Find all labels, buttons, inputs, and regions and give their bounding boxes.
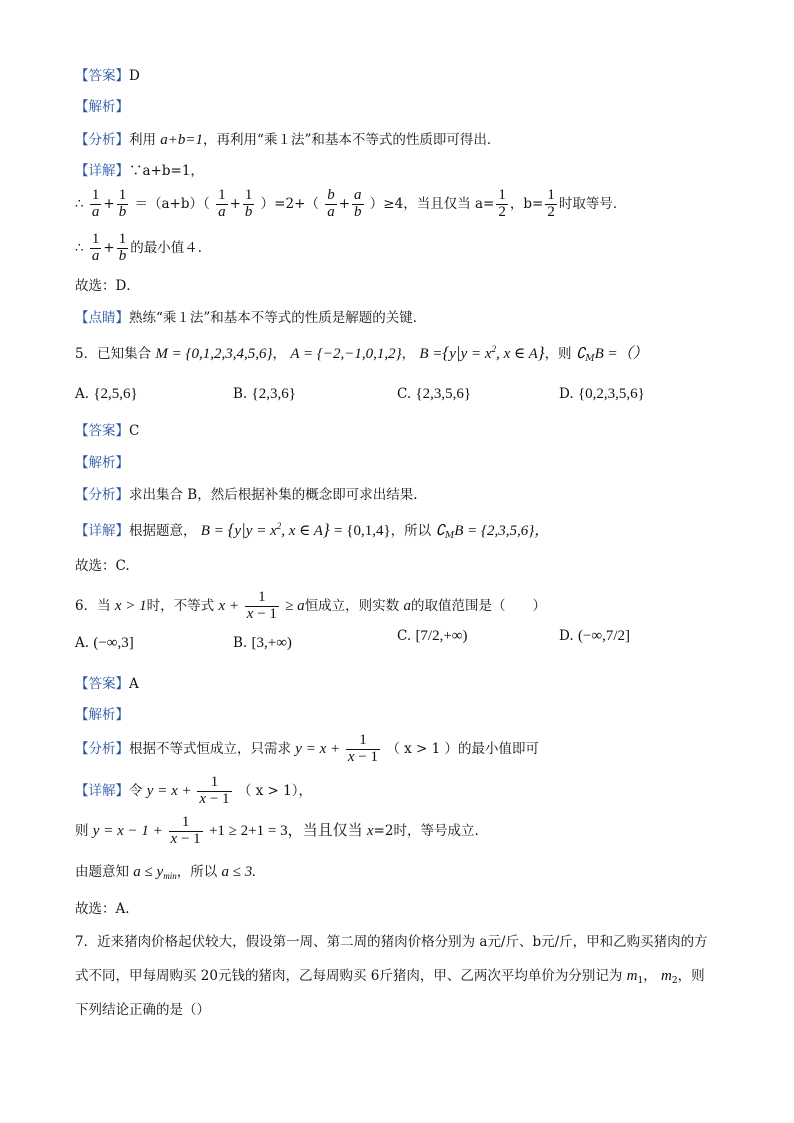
fraction-1-over-x-minus-1-d: $\frac{1}{x - 1}$ xyxy=(170,814,201,847)
q5-option-d xyxy=(559,386,645,403)
fraction-1-over-b: $\frac{1}{b}$ xyxy=(118,187,127,220)
q5-stem-tail: B =（） xyxy=(594,346,648,362)
set-B-def: {$y|y = x^2$, x ∈ A} xyxy=(442,343,545,362)
eq-tail: 时取等号． xyxy=(558,195,627,212)
option-value: (−∞,3] xyxy=(93,635,134,651)
answer-tag: 【答案】 xyxy=(75,423,129,439)
eq-mid: ＝（a+b）（ xyxy=(134,195,210,212)
q5-option-a xyxy=(75,386,138,403)
option-label: C. xyxy=(397,386,412,402)
detail-so: ，所以 xyxy=(390,523,432,539)
q6-option-b xyxy=(233,635,292,652)
q7-sep: ， xyxy=(643,968,657,984)
fenxi-condition: a+b=1 xyxy=(160,132,204,148)
complement-symbol: ∁ xyxy=(575,346,586,362)
option-value: (−∞,7/2] xyxy=(577,628,630,644)
option-value: {2,5,6} xyxy=(93,386,138,402)
fenxi-text-b: （ x > 1 ）的最小值即可 xyxy=(386,740,540,757)
option-value: {2,3,6} xyxy=(251,386,296,402)
eq-mid2: ）=2+（ xyxy=(260,195,319,212)
q6-stem-f: 的取值范围是（ ） xyxy=(410,597,546,614)
option-label: D. xyxy=(559,386,574,402)
q6-stem-d: 恒成立，则实数 xyxy=(304,597,400,614)
q5-stem-end: ，则 xyxy=(544,346,572,362)
fenxi-expr: y = x + xyxy=(295,740,344,757)
q5-option-c xyxy=(397,386,471,403)
option-label: B. xyxy=(233,635,248,651)
min-text: 的最小值４． xyxy=(130,239,212,256)
fenxi-text: 利用 xyxy=(129,132,156,148)
q7-text-3: 下列结论正确的是（） xyxy=(75,1002,210,1018)
q4-fenxi-line xyxy=(75,131,500,149)
q5-stem-line: 5．已知集合 M = {0,1,2,3,4,5,6}， A = {−2,−1,0,1,2}， $B =\{y|y = x^2$, x ∈ A}，则 $∁_MB$ =（） xyxy=(75,343,648,364)
q5-option-b xyxy=(233,386,296,403)
fenxi-text-b: ，再利用“乘１法”和基本不等式的性质即可得出． xyxy=(203,132,501,148)
fraction-b-over-a: $\frac{b}{a}$ xyxy=(327,187,335,220)
fraction-1-over-b-2: $\frac{1}{b}$ xyxy=(244,187,253,220)
fraction-1-over-a: $\frac{1}{a}$ xyxy=(91,187,100,220)
complement-symbol-2: ∁ xyxy=(435,523,445,539)
q5-fenxi-line xyxy=(75,487,418,503)
q5-answer-line xyxy=(75,423,139,439)
q4-equation-line: ∴ $\frac{1}{a}$ + $\frac{1}{b}$ ＝（a+b）（ $\frac{1}{a}$ + $\frac{1}{b}$ ）=2+（ $\frac{b}{a}$ + $\frac{a}{b}$ ）≥4，当且仅当 a= $\frac{1}{2}$ ，b= $\frac{1}{2}$ 时取等号． xyxy=(75,187,627,220)
fenxi-tag: 【分析】 xyxy=(75,487,129,503)
detail-text-a: 令 xyxy=(129,782,143,799)
detail-set-value: = {0,1,4} xyxy=(334,523,391,539)
option-label: A. xyxy=(75,635,90,651)
option-value: {2,3,5,6} xyxy=(415,386,472,402)
from-text: 由题意知 xyxy=(75,864,129,880)
fraction-a-over-b: $\frac{a}{b}$ xyxy=(354,187,362,220)
choose-text: 故选：A. xyxy=(75,901,130,917)
fenxi-text-a: 根据不等式恒成立，只需求 xyxy=(129,740,291,757)
q4-choose-line xyxy=(75,278,140,294)
comment-tag: 【点睛】 xyxy=(75,310,129,326)
detail-tag: 【详解】 xyxy=(75,782,129,799)
therefore-symbol: ∴ xyxy=(75,195,84,212)
detail-tag: 【详解】 xyxy=(75,523,129,539)
q6-stem-a: 6．当 xyxy=(75,597,111,614)
detail-text-b: （ x > 1）， xyxy=(237,782,312,799)
therefore-symbol-2: ∴ xyxy=(75,239,84,256)
option-label: D. xyxy=(559,628,574,644)
fenxi-text: 求出集合 B，然后根据补集的概念即可求出结果. xyxy=(129,487,418,503)
q5-choose-line xyxy=(75,558,130,574)
fenxi-tag: 【分析】 xyxy=(75,740,129,757)
fraction-1-over-a-2: $\frac{1}{a}$ xyxy=(218,187,226,220)
from-c: a ≤ 3. xyxy=(221,864,256,880)
option-label: B. xyxy=(233,386,248,402)
q4-comment-line xyxy=(75,310,426,326)
fraction-1-over-x-minus-1-c: $\frac{1}{x - 1}$ xyxy=(199,774,230,807)
q5-detail-line: 【详解】根据题意， $B = \{y|y = x^2$, x ∈ A} = {0,1,4}，所以 $∁_MB = \{2,3,5,6\}$， xyxy=(75,520,550,541)
detail-set-B: $B = \{y|y = x^2$, x ∈ A} xyxy=(200,520,330,539)
option-value: [3,+∞) xyxy=(251,635,292,651)
q5-stem-a: 5．已知集合 xyxy=(75,346,152,362)
set-M: M = {0,1,2,3,4,5,6} xyxy=(155,346,273,362)
eq-a: a= xyxy=(475,195,495,212)
option-label: A. xyxy=(75,386,90,402)
fraction-1-over-x-minus-1: $\frac{1}{x - 1}$ xyxy=(246,589,277,622)
q5-analysis-line xyxy=(75,455,129,471)
analysis-tag: 【解析】 xyxy=(75,455,129,471)
eq-end: ）≥4，当且仅当 xyxy=(369,195,471,212)
choose-text: 故选：D． xyxy=(75,278,140,294)
detail-text: 根据题意， xyxy=(129,523,197,539)
q6-fenxi-line xyxy=(75,733,539,766)
fenxi-tag: 【分析】 xyxy=(75,132,129,148)
comment-text: 熟练“乘１法”和基本不等式的性质是解题的关键． xyxy=(129,310,427,326)
q4-detail-line xyxy=(75,163,204,179)
answer-value: A xyxy=(129,676,139,692)
answer-value: D xyxy=(129,68,140,84)
then-a: 则 xyxy=(75,822,89,839)
q4-answer-line xyxy=(75,68,140,84)
q6-then-line xyxy=(75,815,479,848)
q6-analysis-line xyxy=(75,707,129,723)
q6-answer-line xyxy=(75,676,139,692)
q6-expr: x + xyxy=(218,597,243,614)
then-b: +1 ≥ 2+1 = 3，当且仅当 xyxy=(208,822,363,839)
option-value: {0,2,3,5,6} xyxy=(577,386,645,402)
then-d: =2时，等号成立. xyxy=(373,822,479,839)
q6-stem-line xyxy=(75,590,546,623)
choose-text: 故选：C. xyxy=(75,558,130,574)
option-label: C. xyxy=(397,628,412,644)
detail-tag: 【详解】 xyxy=(75,163,129,179)
q6-option-c xyxy=(397,628,468,645)
detail-expr: y = x + xyxy=(146,782,196,799)
q6-stem-c: ≥ a xyxy=(285,597,305,614)
q6-option-d xyxy=(559,628,630,645)
detail-condition: ∵a+b=1， xyxy=(129,163,204,179)
m1-symbol: m xyxy=(626,968,638,984)
from-expr: $a \le y_{min}$ xyxy=(133,864,177,881)
fraction-half-b: $\frac{1}{2}$ xyxy=(547,187,555,220)
q7-text-1: 7．近来猪肉价格起伏较大，假设第一周、第二周的猪肉价格分别为 a元/斤、b元/斤，甲和乙购买猪肉的方 xyxy=(75,934,708,950)
from-b: ，所以 xyxy=(176,864,218,880)
answer-tag: 【答案】 xyxy=(75,68,129,84)
set-A: A = {−2,−1,0,1,2} xyxy=(290,346,402,362)
q4-min-line: ∴ $\frac{1}{a}$ + $\frac{1}{b}$ 的最小值４． xyxy=(75,231,212,264)
q6-cond: x > 1 xyxy=(114,597,147,614)
then-expr: y = x − 1 + xyxy=(92,822,167,839)
q4-analysis-line xyxy=(75,99,129,115)
q6-option-a xyxy=(75,635,134,652)
fraction-half-a: $\frac{1}{2}$ xyxy=(498,187,506,220)
set-B-lead: B = xyxy=(419,346,443,362)
answer-value: C xyxy=(129,423,140,439)
m2-symbol: m xyxy=(661,968,672,984)
detail-result: B = {2,3,5,6}， xyxy=(454,523,550,539)
then-c: x xyxy=(366,822,374,839)
fraction-1-over-b-3: $\frac{1}{b}$ xyxy=(118,231,127,264)
q6-choose-line xyxy=(75,901,130,917)
fraction-1-over-x-minus-1-b: $\frac{1}{x - 1}$ xyxy=(347,732,379,765)
q7-line-3 xyxy=(75,1002,210,1018)
eq-b: ，b= xyxy=(509,195,544,212)
q6-stem-e: a xyxy=(403,597,411,614)
q7-text-2: 式不同，甲每周购买 20元钱的猪肉，乙每周购买 6斤猪肉，甲、乙两次平均单价为分别记为 xyxy=(75,968,623,984)
answer-tag: 【答案】 xyxy=(75,676,129,692)
option-value: [7/2,+∞) xyxy=(415,628,468,644)
q6-from-line xyxy=(75,863,256,882)
analysis-tag: 【解析】 xyxy=(75,99,129,115)
q6-detail-line xyxy=(75,775,312,808)
q7-text-2-end: ，则 xyxy=(677,968,705,984)
q6-stem-b: 时，不等式 xyxy=(146,597,215,614)
fraction-1-over-a-3: $\frac{1}{a}$ xyxy=(91,231,100,264)
q7-line-1 xyxy=(75,934,708,950)
q7-line-2: 式不同，甲每周购买 20元钱的猪肉，乙每周购买 6斤猪肉，甲、乙两次平均单价为分别记为 $m_1$， $m_2$，则 xyxy=(75,968,705,986)
analysis-tag: 【解析】 xyxy=(75,707,129,723)
